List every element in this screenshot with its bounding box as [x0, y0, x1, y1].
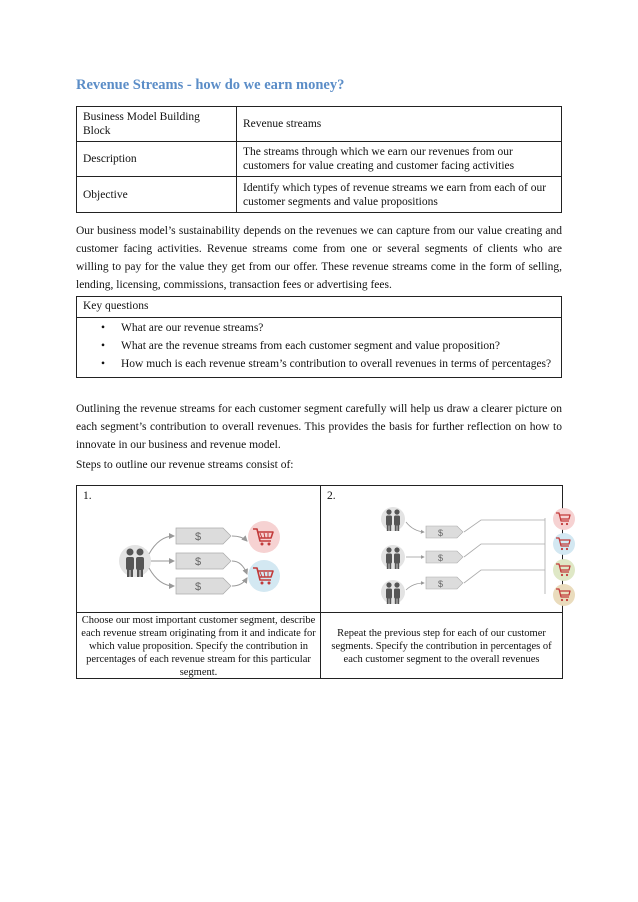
revenue-tag-icon — [176, 528, 231, 544]
row-value: Revenue streams — [237, 107, 562, 142]
question-text: What are our revenue streams? — [121, 322, 264, 334]
svg-text:$: $ — [438, 579, 444, 589]
step-caption — [81, 614, 316, 678]
revenue-tag-icon — [176, 578, 231, 594]
svg-text:$: $ — [195, 581, 202, 593]
customer-segment-icon — [381, 545, 405, 569]
step-number: 2. — [327, 490, 336, 502]
value-proposition-icon — [248, 521, 280, 553]
caption-text: Choose our most important customer segment, describe each revenue stream originating from it and indicate for which value proposition. Specify the contribution in percentages of each revenue stream for this particular segment. — [81, 614, 316, 678]
table-row — [77, 142, 562, 177]
outline-paragraph: Outlining the revenue streams for each customer segment carefully will help us draw a clearer picture on each segment’s contribution to overall revenues. This provides the basis for further reflection on how to innovate in our business and revenue model. — [76, 403, 562, 451]
table-row — [77, 107, 562, 142]
row-label: Objective — [77, 177, 237, 213]
steps-table — [76, 485, 563, 679]
steps-intro: Steps to outline our revenue streams consist of: — [76, 459, 294, 471]
key-questions-list — [77, 318, 561, 377]
row-value: The streams through which we earn our revenues from our customers for value creating and customer facing activities — [237, 142, 562, 177]
revenue-tag-icon — [426, 526, 463, 538]
list-item — [77, 321, 561, 335]
step-2-diagram — [321, 486, 562, 612]
customer-segment-icon — [381, 507, 405, 531]
list-item — [77, 357, 561, 371]
step-2-cell — [321, 486, 562, 678]
step-1-cell — [77, 486, 321, 678]
bullet-icon: • — [101, 322, 106, 334]
section-title: Revenue Streams - how do we earn money? — [76, 77, 345, 93]
svg-text:$: $ — [195, 531, 202, 543]
svg-text:$: $ — [195, 556, 202, 568]
svg-text:$: $ — [438, 528, 444, 538]
row-label: Description — [77, 142, 237, 177]
key-questions-header: Key questions — [77, 297, 561, 318]
bullet-icon: • — [101, 340, 106, 352]
table-row — [77, 177, 562, 213]
building-block-table — [76, 106, 562, 213]
customer-segment-icon — [381, 580, 405, 604]
revenue-tag-icon — [426, 577, 463, 589]
svg-text:$: $ — [438, 553, 444, 563]
step-number: 1. — [83, 490, 92, 502]
step-1-diagram — [77, 486, 320, 612]
value-proposition-icon — [248, 560, 280, 592]
caption-text: Repeat the previous step for each of our customer segments. Specify the contribution in percentages of each customer segment to the overall revenues — [331, 627, 552, 665]
customer-segment-icon — [119, 545, 151, 577]
question-text: What are the revenue streams from each customer segment and value proposition? — [121, 340, 501, 352]
revenue-tag-icon — [426, 551, 463, 563]
list-item — [77, 339, 561, 353]
intro-paragraph: Our business model’s sustainability depends on the revenues we can capture from our value creating and customer facing activities. Revenue streams come from one or several segments of clients who are willing to pay for the value they get from our offer. These revenue streams come in the form of selling, lending, licensing, commissions, transaction fees or advertising fees. — [76, 225, 562, 291]
question-text: How much is each revenue stream’s contribution to overall revenues in terms of percentages? — [121, 358, 552, 370]
row-value: Identify which types of revenue streams we earn from each of our customer segments and value propositions — [237, 177, 562, 213]
key-questions-box — [76, 296, 562, 378]
step-caption — [325, 614, 558, 678]
row-label: Business Model Building Block — [77, 107, 237, 142]
bullet-icon: • — [101, 358, 106, 370]
revenue-tag-icon — [176, 553, 231, 569]
